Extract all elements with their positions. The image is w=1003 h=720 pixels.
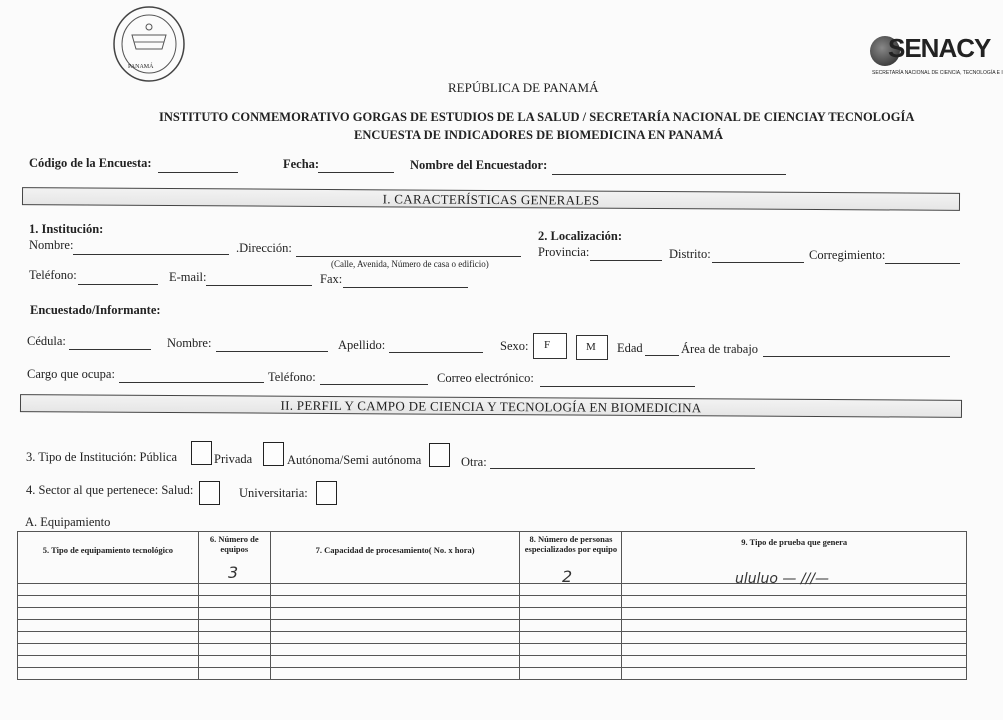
institution-name-label: Nombre:: [29, 238, 74, 252]
q4-health-checkbox[interactable]: [199, 481, 220, 505]
q3-autonomous-checkbox[interactable]: [429, 443, 450, 467]
respondent-surname-label: Apellido:: [338, 338, 386, 352]
surveyor-field[interactable]: [552, 174, 786, 175]
handwritten-test-type: ululuo — ///—: [735, 571, 830, 587]
institution-fax-field[interactable]: [343, 287, 468, 288]
respondent-id-label: Cédula:: [27, 334, 66, 348]
province-label: Provincia:: [538, 245, 590, 259]
work-area-field[interactable]: [763, 356, 950, 357]
logo-text: SENACY: [888, 33, 991, 63]
respondent-email-field[interactable]: [540, 386, 695, 387]
institution-seal: [112, 5, 186, 83]
address-hint: (Calle, Avenida, Número de casa o edificio): [331, 259, 489, 269]
col-test-type: 9. Tipo de prueba que genera: [622, 532, 967, 584]
institutions-heading: INSTITUTO CONMEMORATIVO GORGAS DE ESTUDIOS DE LA SALUD / SECRETARÍA NACIONAL DE CIENCIAY TECNOLOGÍA: [159, 110, 915, 124]
position-field[interactable]: [119, 382, 264, 383]
institution-fax-label: Fax:: [320, 272, 343, 286]
institution-phone-field[interactable]: [78, 284, 158, 285]
district-field[interactable]: [712, 262, 804, 263]
col-equipment-type: 5. Tipo de equipamiento tecnológico: [18, 532, 199, 584]
q4-university-checkbox[interactable]: [316, 481, 337, 505]
institution-heading: 1. Institución:: [29, 222, 104, 236]
col-processing-capacity: 7. Capacidad de procesamiento( No. x hora): [270, 532, 520, 584]
survey-code-field[interactable]: [158, 172, 238, 173]
q3-other-label: Otra:: [461, 455, 487, 469]
col-equipment-count: 6. Número de equipos: [198, 532, 270, 584]
respondent-phone-field[interactable]: [320, 384, 428, 385]
table-row[interactable]: [18, 596, 967, 608]
table-row[interactable]: [18, 668, 967, 680]
q3-label: 3. Tipo de Institución: Pública: [26, 450, 178, 464]
section-1-title: I. CARACTERÍSTICAS GENERALES: [382, 191, 600, 208]
equipment-heading: A. Equipamiento: [25, 515, 111, 529]
table-row[interactable]: [18, 608, 967, 620]
section-1-header: [22, 187, 960, 211]
respondent-name-label: Nombre:: [167, 336, 212, 350]
sex-f-label: F: [544, 339, 551, 351]
province-field[interactable]: [590, 260, 662, 261]
surveyor-label: Nombre del Encuestador:: [410, 158, 548, 172]
institution-address-label: .Dirección:: [236, 241, 292, 255]
q3-private-label: Privada: [214, 452, 253, 466]
q3-other-field[interactable]: [490, 468, 755, 469]
section-2-title: II. PERFIL Y CAMPO DE CIENCIA Y TECNOLOGÍA EN BIOMEDICINA: [280, 397, 702, 416]
date-label: Fecha:: [283, 157, 320, 171]
respondent-email-label: Correo electrónico:: [437, 371, 534, 385]
handwritten-staff-count: 2: [562, 567, 573, 586]
sex-label: Sexo:: [500, 339, 529, 353]
township-field[interactable]: [885, 263, 960, 264]
country-heading: REPÚBLICA DE PANAMÁ: [448, 80, 599, 95]
equipment-table: [17, 531, 967, 680]
location-heading: 2. Localización:: [538, 229, 623, 243]
institution-phone-label: Teléfono:: [29, 268, 77, 282]
handwritten-equipment-count: 3: [228, 563, 239, 582]
respondent-heading: Encuestado/Informante:: [30, 303, 161, 317]
q3-private-checkbox[interactable]: [263, 442, 284, 466]
position-label: Cargo que ocupa:: [27, 367, 115, 381]
q4-label: 4. Sector al que pertenece: Salud:: [26, 483, 194, 497]
respondent-phone-label: Teléfono:: [268, 370, 316, 384]
section-2-header: [20, 394, 962, 418]
institution-address-field[interactable]: [296, 256, 521, 257]
sex-m-box[interactable]: [576, 335, 608, 360]
age-field[interactable]: [645, 355, 679, 356]
seal-label: PANAMÁ: [128, 64, 154, 70]
table-row[interactable]: [18, 644, 967, 656]
table-row[interactable]: [18, 632, 967, 644]
q4-university-label: Universitaria:: [239, 486, 308, 500]
date-field[interactable]: [318, 172, 394, 173]
age-label: Edad: [617, 341, 643, 355]
q3-autonomous-label: Autónoma/Semi autónoma: [287, 453, 422, 467]
work-area-label: Área de trabajo: [681, 342, 759, 356]
q3-public-checkbox[interactable]: [191, 441, 212, 465]
institution-email-field[interactable]: [206, 285, 312, 286]
survey-title: ENCUESTA DE INDICADORES DE BIOMEDICINA EN PANAMÁ: [354, 128, 724, 142]
logo-subtext: SECRETARÍA NACIONAL DE CIENCIA, TECNOLOGÍA E I: [872, 70, 1003, 76]
col-staff-count: 8. Número de personas especializados por equipo: [520, 532, 622, 584]
sex-m-label: M: [586, 341, 596, 353]
respondent-name-field[interactable]: [216, 351, 328, 352]
survey-code-label: Código de la Encuesta:: [29, 156, 152, 170]
township-label: Corregimiento:: [809, 248, 886, 262]
district-label: Distrito:: [669, 247, 711, 261]
sex-f-box[interactable]: [533, 333, 567, 359]
institution-name-field[interactable]: [73, 254, 229, 255]
table-row[interactable]: [18, 620, 967, 632]
table-row[interactable]: [18, 656, 967, 668]
respondent-surname-field[interactable]: [389, 352, 483, 353]
respondent-id-field[interactable]: [69, 349, 151, 350]
institution-email-label: E-mail:: [169, 270, 207, 284]
